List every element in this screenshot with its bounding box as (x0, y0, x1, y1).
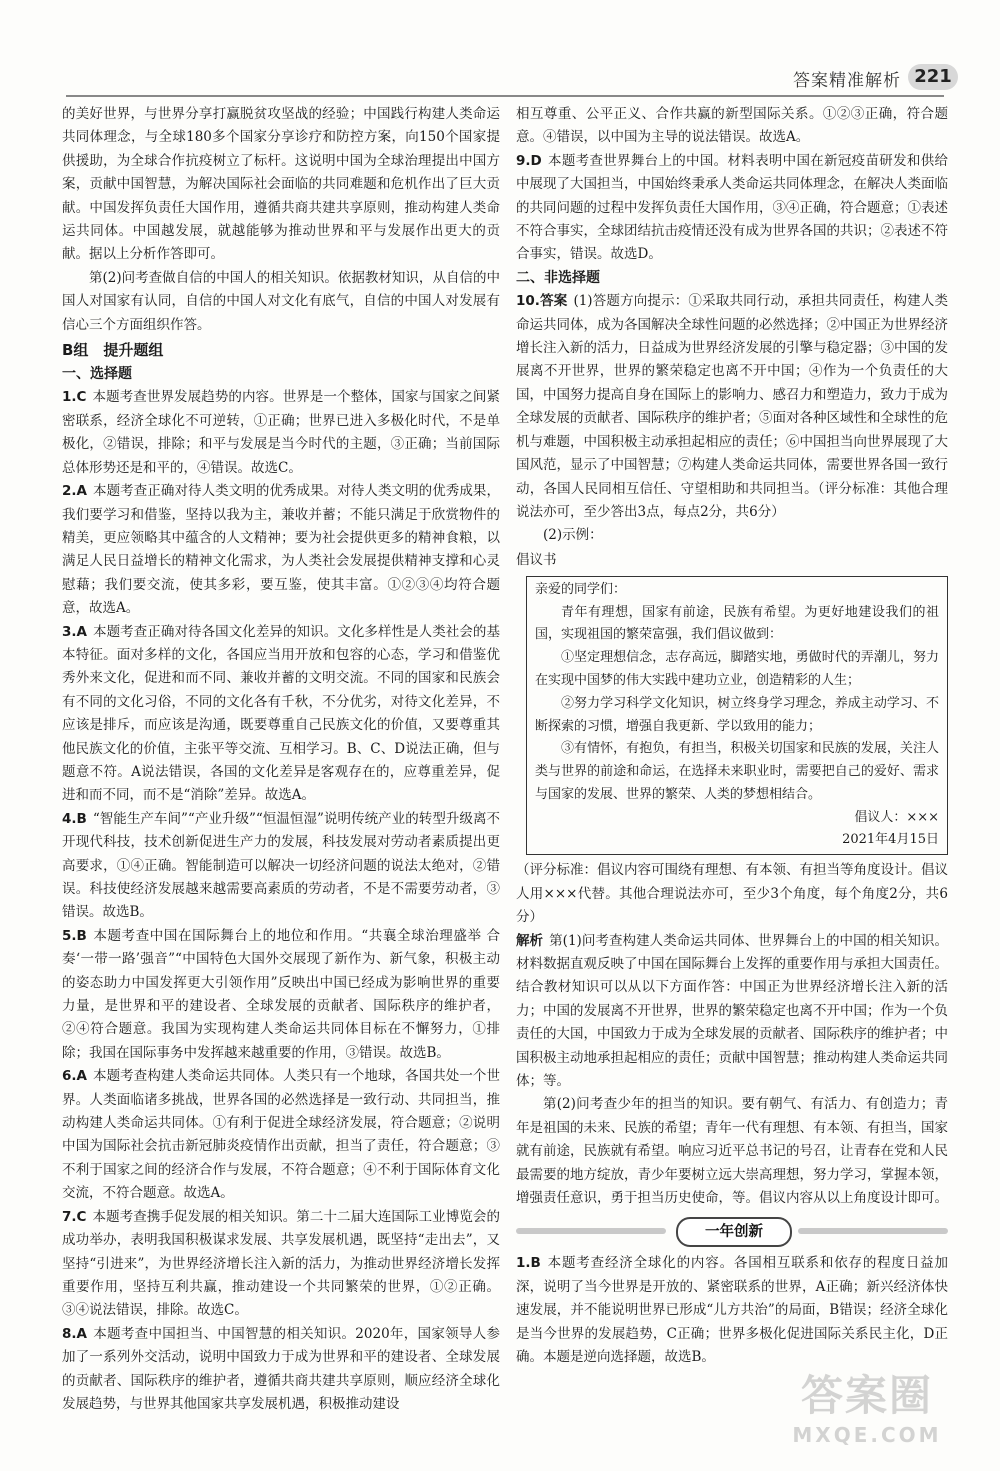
answer-item-1 (62, 386, 500, 480)
answer-text: (1)答题方向提示：①采取共同行动，承担共同责任，构建人类命运共同体，成为各国解决全球性问题的必然选择；②中国正为世界经济增长注入新的活力，日益成为世界经济发展的引擎与稳定器；③中国的发展离不开世界，世界的繁荣稳定也离不开中国；④作为一个负责任的大国，中国努力提高自身在国际上的影响力、感召力和塑造力，致力于成为全球发展的贡献者、国际秩序的维护者；⑤面对各种区域性和全球性的危机与难题，中国积极主动承担起相应的责任；⑥中国担当向世界展现了大国风范，显示了中国智慧；⑦构建人类命运共同体，需要世界各国一致行动，各国人民同相互信任、守望相助和共同担当。（评分标准：其他合理说法亦可，至少答出3点，每点2分，共6分） (516, 293, 949, 520)
answer-text: 本题考查正确对待各国文化差异的知识。文化多样性是人类社会的基本特征。面对多样的文化，各国应当用开放和包容的心态，学习和借鉴优秀外来文化，促进和而不同、兼收并蓄的文明交流。不同的国家和民族会有不同的文化习俗，不同的文化各有千秋，不分优劣，对待文化差异，不应该是排斥，而应该是沟通，既要尊重自己民族文化的价值，又要尊重其他民族文化的价值，主张平等交流、互相学习。B、C、D说法正确，但与题意不符。A说法错误，各国的文化差异是客观存在的，应尊重差异，促进和而不同，而不是“消除”差异。故选A。 (62, 623, 500, 804)
header-title: 答案精准解析 (793, 71, 901, 91)
answer-number: 8.A (62, 1325, 87, 1342)
analysis-label: 解析 (516, 932, 544, 949)
answer-number: 5.B (62, 927, 87, 944)
analysis-para-2: 第(2)问考查少年的担当的知识。要有朝气、有活力、有创造力；青年是祖国的未来、民族的希望；青年一代有理想、有本领、有担当，国家就有前途，民族就有希望。响应习近平总书记的号召，让青春在党和人民最需要的地方绽放，青少年要树立远大崇高理想，努力学习，掌握本领，增强责任意识，勇于担当历史使命，等。倡议内容从以上角度设计即可。 (516, 1096, 948, 1206)
letter-para-2: ①坚定理想信念，志存高远，脚踏实地，勇做时代的弄潮儿，努力在实现中国梦的伟大实践中建功立业，创造精彩的人生； (535, 650, 939, 688)
answer-number: 4.B (62, 810, 87, 827)
letter-date: 2021年4月15日 (842, 832, 939, 848)
proposal-letter-box (526, 576, 948, 856)
answer-item-6 (62, 1065, 500, 1205)
answer-item-10 (516, 290, 948, 524)
answer-text: 本题考查经济全球化的内容。各国相互联系和依存的程度日益加深，说明了当今世界是开放的、紧密联系的世界，A正确；新兴经济体快速发展，并不能说明世界已形成“儿方共治”的局面，B错误；经济全球化是当今世界的发展趋势，C正确；世界多极化促进国际关系民主化，D正确。本题是逆向选择题，故选B。 (516, 1255, 948, 1365)
group-title: B组 提升题组 (62, 341, 164, 360)
right-para-1: 相互尊重、公平正义、合作共赢的新型国际关系。①②③正确，符合题意。④错误，以中国为主导的说法错误。故选A。 (516, 106, 948, 146)
answer-item-5 (62, 925, 500, 1065)
answer-item-9 (516, 150, 948, 267)
answer-number: 3.A (62, 623, 87, 640)
answer-number: 7.C (62, 1208, 87, 1225)
answer-item-4 (62, 808, 500, 925)
divider-rule-left (516, 1228, 666, 1234)
watermark-logo-text: 答案圈 (800, 1371, 933, 1420)
answer-number: 9.D (516, 152, 542, 169)
site-watermark (762, 1363, 972, 1463)
left-para-1: 的美好世界，与世界分享打赢脱贫攻坚战的经验；中国践行构建人类命运共同体理念，与全球180多个国家分享诊疗和防控方案，向150个国家提供援助，为全球合作抗疫树立了标杆。这说明中国为全球治理提出中国方案，贡献中国智慧，为解决国际社会面临的共同难题和危机作出了巨大贡献。中国发挥负责任大国作用，遵循共商共建共享原则，推动构建人类命运共同体。中国越发展，就越能够为推动世界和平与发展作出更大的贡献。据以上分析作答即可。 (62, 106, 500, 263)
answer-item-8 (62, 1323, 500, 1417)
answer-number: 2.A (62, 483, 87, 500)
answer-text: 本题考查正确对待人类文明的优秀成果。对待人类文明的优秀成果，我们要学习和借鉴，坚持以我为主，兼收并蓄；不能只满足于欣赏物件的精美，更应领略其中蕴含的人文精神；要为社会提供更多的精神食粮，以满足人民日益增长的精神文化需求，为人类社会发展提供精神支撑和心灵慰藉；我们要交流，使其多彩，要互鉴，使其丰富。①②③④均符合题意，故选A。 (62, 483, 500, 617)
section-choice-title: 一、选择题 (62, 366, 132, 383)
right-column (516, 103, 948, 1369)
answer-number: 6.A (62, 1068, 87, 1085)
left-para-2: 第(2)问考查做自信的中国人的相关知识。依据教材知识，从自信的中国人对国家有认同，自信的中国人对文化有底气，自信的中国人对发展有信心三个方面组织作答。 (62, 269, 500, 333)
answer-item-7 (62, 1206, 500, 1323)
analysis-text: 第(1)问考查构建人类命运共同体、世界舞台上的中国的相关知识。材料数据直观反映了中国在国际舞台上发挥的重要作用与承担大国责任。结合教材知识可以从以下方面作答：中国正为世界经济增长注入新的活力；中国的发展离不开世界，世界的繁荣稳定也离不开中国；作为一个负责任的大国，中国致力于成为全球发展的贡献者、国际秩序的维护者；中国积极主动地承担起相应的责任；贡献中国智慧；推动构建人类命运共同体；等。 (516, 932, 948, 1089)
answer-item-2 (62, 480, 500, 620)
answer-text: “智能生产车间”“产业升级”“恒温恒湿”说明传统产业的转型升级离不开现代科技，技术创新促进生产力的发展，科技发展对劳动者素质提出更高要求，①④正确。智能制造可以解决一切经济问题的说法太绝对，②错误。科技使经济发展越来越需要高素质的劳动者，不是不需要劳动者，③错误。故选B。 (62, 810, 500, 921)
page-number: 221 (908, 64, 958, 90)
answer-number: 10.答案 (516, 293, 568, 310)
section-open-title: 二、非选择题 (516, 269, 600, 286)
letter-para-4: ③有情怀，有抱负，有担当，积极关切国家和民族的发展，关注人类与世界的前途和命运，在选择未来职业时，需要把自己的爱好、需求与国家的发展、世界的繁荣、人类的梦想相结合。 (535, 741, 939, 802)
answer-number: 1.B (516, 1255, 541, 1272)
example-label: (2)示例： (543, 527, 603, 544)
left-column (62, 103, 500, 1416)
answer-text: 本题考查世界舞台上的中国。材料表明中国在新冠疫苗研发和供给中展现了大国担当，中国始终秉承人类命运共同体理念，在解决人类面临的共同问题的过程中发挥负责任大国作用，③④正确，符合题意；①表述不符合事实，全球团结抗击疫情还没有成为世界各国的共识；②表述不符合事实，错误。故选D。 (516, 152, 948, 263)
answer-text: 本题考查世界发展趋势的内容。世界是一个整体，国家与国家之间紧密联系，经济全球化不可逆转，①正确；世界已进入多极化时代，不是单极化，②错误，排除；和平与发展是当今时代的主题，③正确；当前国际总体形势还是和平的，④错误。故选C。 (62, 389, 500, 476)
answer-number: 1.C (62, 389, 87, 406)
year-innovation-divider (516, 1216, 948, 1246)
scoring-note: （评分标准：倡议内容可围绕有理想、有本领、有担当等角度设计。倡议人用×××代替。其他合理说法亦可，至少3个角度，每个角度2分，共6分） (516, 862, 948, 926)
watermark-url: MXQE.COM (792, 1423, 942, 1447)
analysis-para-1 (516, 930, 948, 1094)
answer-text: 本题考查中国在国际舞台上的地位和作用。“共襄全球治理盛举 合奏‘一带一路’强音”“中国特色大国外交展现了新作为、新气象，积极主动的姿态助力中国发挥更大引领作用”反映出中国已经成为影响世界的重要力量，是世界和平的建设者、全球发展的贡献者、国际秩序的维护者，②④符合题意。我国为实现构建人类命运共同体目标在不懈努力，①排除；我国在国际事务中发挥越来越重要的作用，③错误。故选B。 (62, 927, 500, 1061)
innovation-item-1 (516, 1252, 948, 1369)
letter-title: 倡议书 (516, 551, 557, 568)
letter-signature: 倡议人：××× (854, 809, 939, 825)
answer-text: 本题考查构建人类命运共同体。人类只有一个地球，各国共处一个世界。人类面临诸多挑战，世界各国的必然选择是一致行动、共同担当，推动构建人类命运共同体。①有利于促进全球经济发展，符合题意；②说明中国为国际社会抗击新冠肺炎疫情作出贡献，担当了责任，符合题意；③不利于国家之间的经济合作与发展，不符合题意；④不利于国际体育文化交流，不符合题意。故选A。 (62, 1068, 500, 1202)
year-innovation-badge: 一年创新 (676, 1217, 792, 1247)
divider-rule-right (798, 1228, 948, 1234)
answer-text: 本题考查中国担当、中国智慧的相关知识。2020年，国家领导人参加了一系列外交活动，说明中国致力于成为世界和平的建设者、全球发展的贡献者、国际秩序的维护者，遵循共商共建共享原则，顺应经济全球化发展趋势，与世界其他国家共享发展机遇，积极推动建设 (62, 1325, 500, 1412)
page-header (0, 0, 1000, 96)
answer-item-3 (62, 621, 500, 808)
answer-text: 本题考查携手促发展的相关知识。第二十二届大连国际工业博览会的成功举办，表明我国积极谋求发展、共享发展机遇，既坚持“走出去”，又坚持“引进来”，为世界经济增长注入新的活力，为推动世界经济增长发挥重要作用，坚持互利共赢，推动建设一个共同繁荣的世界，①②正确。③④说法错误，排除。故选C。 (62, 1208, 500, 1319)
letter-greeting: 亲爱的同学们： (535, 581, 627, 597)
letter-para-1: 青年有理想，国家有前途，民族有希望。为更好地建设我们的祖国，实现祖国的繁荣富强，我们倡议做到： (535, 604, 939, 643)
header-rule (66, 95, 944, 97)
letter-para-3: ②努力学习科学文化知识，树立终身学习理念，养成主动学习、不断探索的习惯，增强自我更新、学以致用的能力； (535, 695, 939, 734)
